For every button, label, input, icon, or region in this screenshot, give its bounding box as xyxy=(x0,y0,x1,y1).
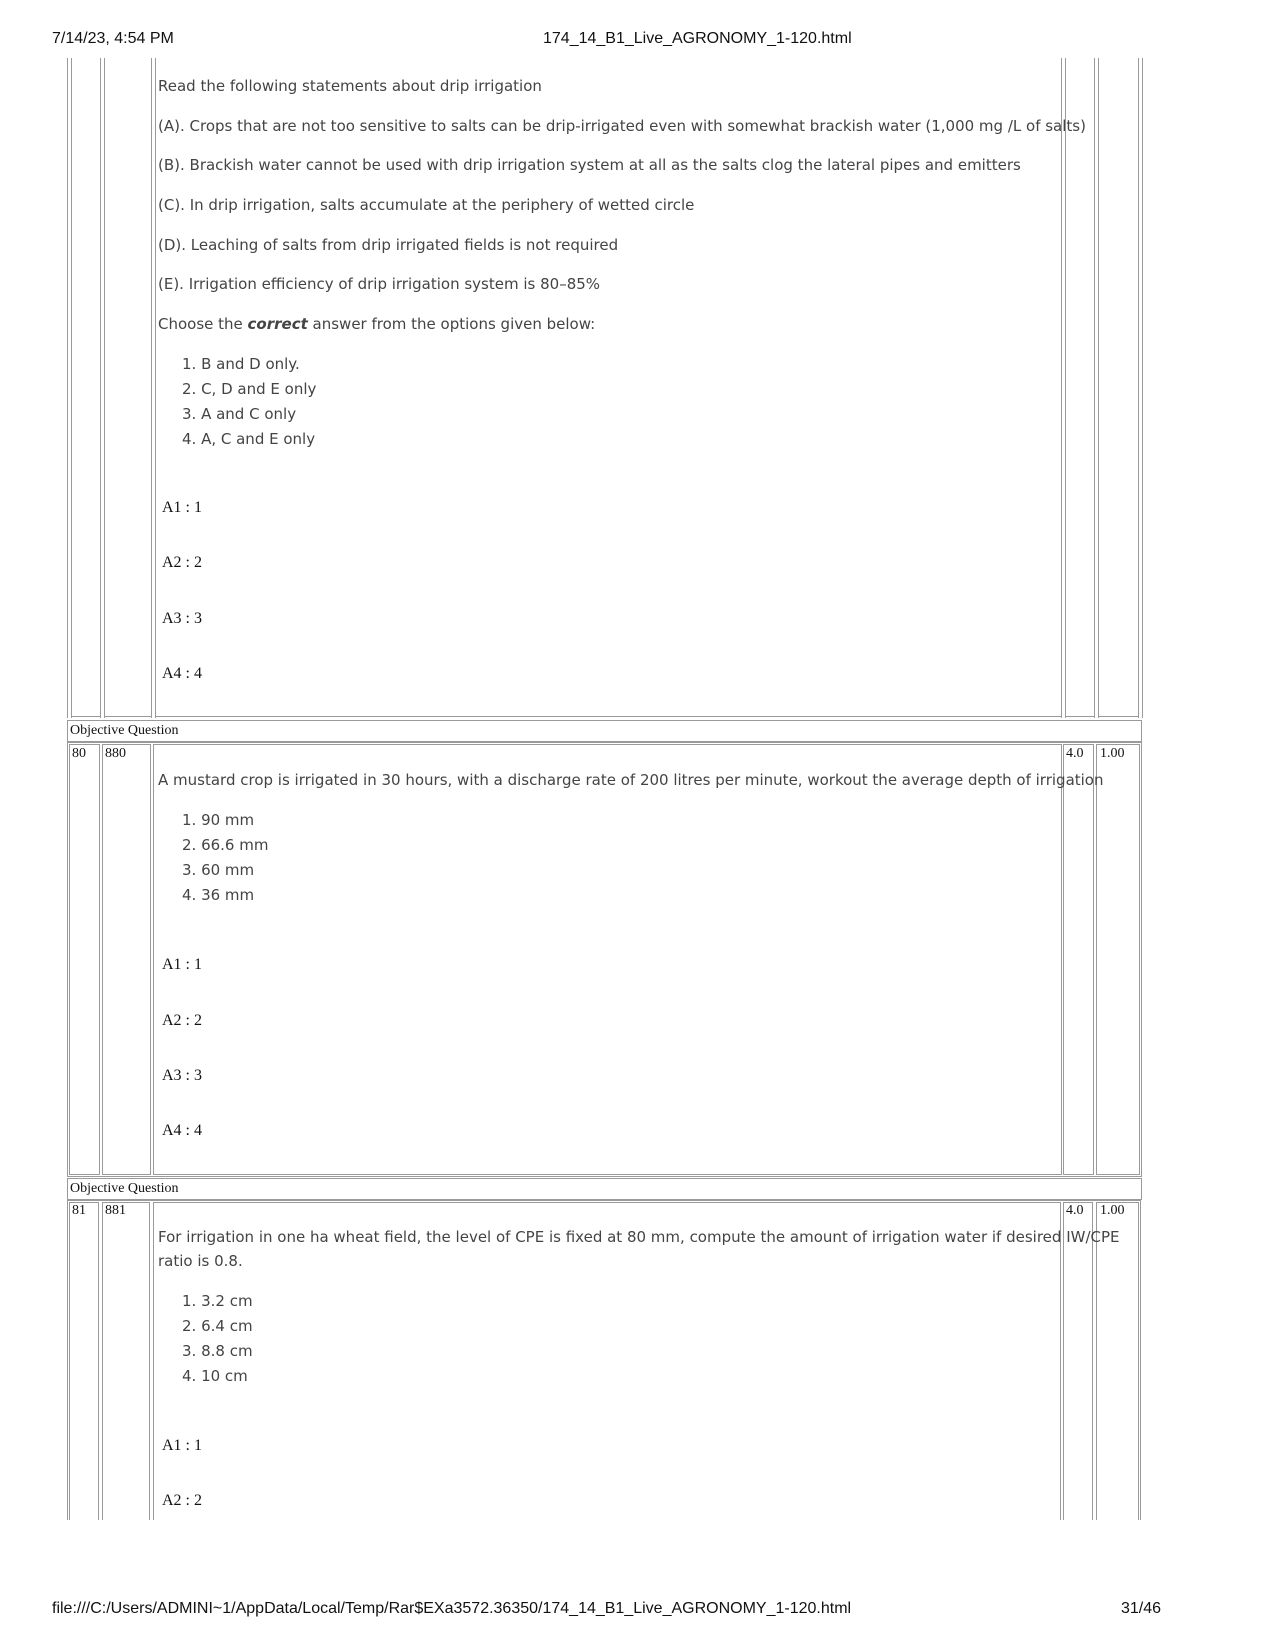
statement-b: (B). Brackish water cannot be used with drip irrigation system at all as the salts clog the lateral pipes and emitters xyxy=(158,156,1021,174)
negative-marks: 1.00 xyxy=(1100,1203,1125,1218)
option-list xyxy=(182,352,316,452)
answer-2: A2 : 2 xyxy=(162,1492,202,1509)
option-1: 1. 3.2 cm xyxy=(182,1292,253,1310)
marks: 4.0 xyxy=(1066,746,1084,761)
answer-1: A1 : 1 xyxy=(162,956,202,973)
choose-instruction xyxy=(158,312,595,337)
option-1: 1. 90 mm xyxy=(182,811,255,829)
objective-question-label: Objective Question xyxy=(70,1181,179,1196)
option-list xyxy=(182,808,268,908)
statement-c: (C). In drip irrigation, salts accumulate at the periphery of wetted circle xyxy=(158,196,695,214)
question-intro: Read the following statements about drip irrigation xyxy=(158,77,542,95)
option-2: 2. 66.6 mm xyxy=(182,836,269,854)
option-3: 3. 8.8 cm xyxy=(182,1342,253,1360)
answer-2: A2 : 2 xyxy=(162,554,202,571)
option-1: 1. B and D only. xyxy=(182,355,300,373)
answer-4: A4 : 4 xyxy=(162,1122,202,1139)
choose-suffix: answer from the options given below: xyxy=(307,315,596,333)
statement-d: (D). Leaching of salts from drip irrigated fields is not required xyxy=(158,236,619,254)
question-text: A mustard crop is irrigated in 30 hours, with a discharge rate of 200 litres per minute, workout the average depth of irrigation xyxy=(158,771,1104,789)
question-text-line-2: ratio is 0.8. xyxy=(158,1252,243,1270)
objective-question-row-81 xyxy=(67,1178,1142,1200)
option-3: 3. A and C only xyxy=(182,405,297,423)
marks: 4.0 xyxy=(1066,1203,1084,1218)
question-text-line-1: For irrigation in one ha wheat field, the level of CPE is fixed at 80 mm, compute the amount of irrigation water if desired IW/CPE xyxy=(158,1228,1120,1246)
option-list xyxy=(182,1289,253,1389)
statement-a: (A). Crops that are not too sensitive to salts can be drip-irrigated even with somewhat brackish water (1,000 mg /L of salts) xyxy=(158,117,1086,135)
question-id: 880 xyxy=(105,746,126,761)
answer-3: A3 : 3 xyxy=(162,610,202,627)
objective-question-row-80 xyxy=(67,720,1142,742)
option-3: 3. 60 mm xyxy=(182,861,255,879)
negative-marks: 1.00 xyxy=(1100,746,1125,761)
objective-question-label: Objective Question xyxy=(70,723,179,738)
option-2: 2. C, D and E only xyxy=(182,380,317,398)
print-title: 174_14_B1_Live_AGRONOMY_1-120.html xyxy=(543,30,852,47)
answer-1: A1 : 1 xyxy=(162,499,202,516)
choose-prefix: Choose the xyxy=(158,315,248,333)
answer-2: A2 : 2 xyxy=(162,1012,202,1029)
option-4: 4. 10 cm xyxy=(182,1367,248,1385)
statement-e: (E). Irrigation efficiency of drip irrigation system is 80–85% xyxy=(158,275,601,293)
answer-4: A4 : 4 xyxy=(162,665,202,682)
option-4: 4. A, C and E only xyxy=(182,430,316,448)
option-4: 4. 36 mm xyxy=(182,886,255,904)
print-file-path: file:///C:/Users/ADMINI~1/AppData/Local/Temp/Rar$EXa3572.36350/174_14_B1_Live_AGRONOMY_1-120.html xyxy=(52,1600,852,1617)
serial-number: 81 xyxy=(72,1203,86,1218)
serial-number: 80 xyxy=(72,746,86,761)
print-page-number: 31/46 xyxy=(1121,1600,1162,1617)
choose-emphasis: correct xyxy=(247,315,308,333)
option-2: 2. 6.4 cm xyxy=(182,1317,253,1335)
print-datetime: 7/14/23, 4:54 PM xyxy=(52,30,174,47)
answer-3: A3 : 3 xyxy=(162,1067,202,1084)
answer-1: A1 : 1 xyxy=(162,1437,202,1454)
question-id: 881 xyxy=(105,1203,126,1218)
